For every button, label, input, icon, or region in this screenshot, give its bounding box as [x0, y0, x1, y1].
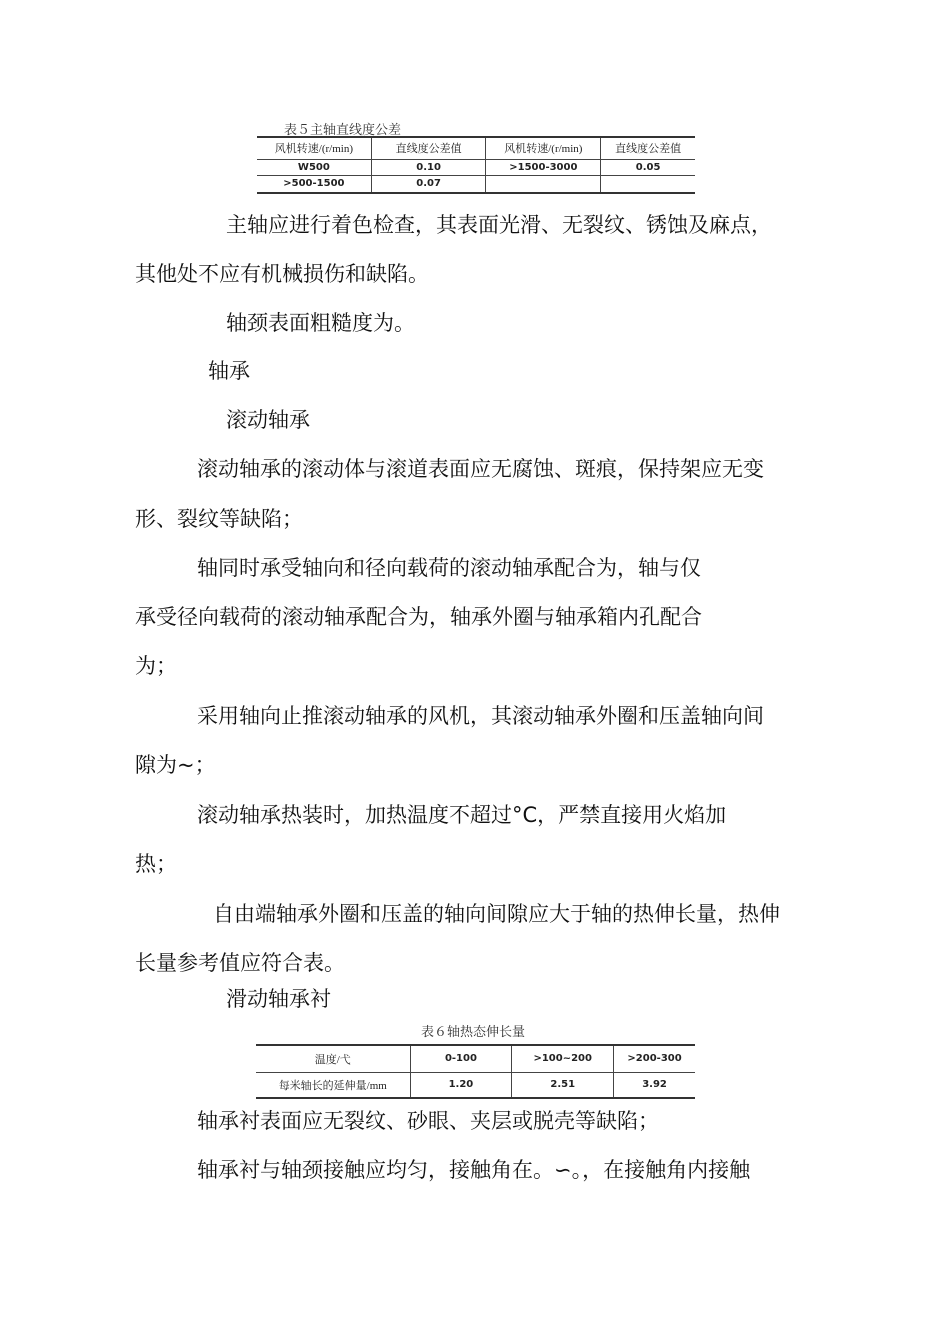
table5-header-tolerance-2: 直线度公差值	[601, 137, 695, 159]
table5	[257, 136, 695, 194]
paragraph-shaft-inspection-cont: 其他处不应有机械损伤和缺陷。	[135, 262, 429, 286]
paragraph-heating-cont: 热；	[135, 852, 177, 876]
table5-cell: 0.10	[371, 159, 486, 175]
table5-cell: 0.05	[601, 159, 695, 175]
heading-bearing: 轴承	[208, 359, 250, 383]
table6-caption: 表６轴热态伸长量	[421, 1025, 526, 1040]
table5-cell: 0.07	[371, 175, 486, 193]
paragraph-fit: 轴同时承受轴向和径向载荷的滚动轴承配合为，轴与仅	[197, 556, 701, 580]
table5-cell: W500	[257, 159, 371, 175]
paragraph-fit-end: 为；	[135, 654, 177, 678]
table6-header-temperature: 温度/弋	[256, 1045, 410, 1072]
paragraph-journal-roughness: 轴颈表面粗糙度为。	[226, 311, 415, 335]
heading-rolling-bearing: 滚动轴承	[226, 408, 310, 432]
paragraph-liner-surface: 轴承衬表面应无裂纹、砂眼、夹层或脱壳等缺陷；	[197, 1109, 659, 1133]
paragraph-free-end: 自由端轴承外圈和压盖的轴向间隙应大于轴的热伸长量，热伸	[213, 902, 780, 926]
table6-header-range-2: >100~200	[512, 1045, 614, 1072]
paragraph-axial-clearance: 采用轴向止推滚动轴承的风机，其滚动轴承外圈和压盖轴向间	[197, 704, 764, 728]
table5-header-speed-2: 风机转速/(r/min)	[486, 137, 601, 159]
table6-row-label: 每米轴长的延伸量/mm	[256, 1072, 410, 1098]
table-row	[257, 159, 695, 175]
table-row	[256, 1072, 695, 1098]
table6-cell: 3.92	[614, 1072, 695, 1098]
table6-cell: 1.20	[410, 1072, 512, 1098]
paragraph-heating: 滚动轴承热装时，加热温度不超过°C，严禁直接用火焰加	[197, 803, 727, 827]
paragraph-free-end-cont: 长量参考值应符合表。	[135, 951, 345, 975]
table6-header-range-1: 0-100	[410, 1045, 512, 1072]
table5-caption: 表５主轴直线度公差	[284, 123, 402, 138]
table5-header-speed-1: 风机转速/(r/min)	[257, 137, 371, 159]
table5-cell: >1500-3000	[486, 159, 601, 175]
table-row	[257, 175, 695, 193]
table6-header-range-3: >200-300	[614, 1045, 695, 1072]
paragraph-rolling-elements: 滚动轴承的滚动体与滚道表面应无腐蚀、斑痕，保持架应无变	[197, 457, 764, 481]
paragraph-fit-cont: 承受径向载荷的滚动轴承配合为，轴承外圈与轴承箱内孔配合	[135, 605, 702, 629]
table5-cell	[486, 175, 601, 193]
table6-cell: 2.51	[512, 1072, 614, 1098]
paragraph-liner-contact: 轴承衬与轴颈接触应均匀，接触角在。∽。，在接触角内接触	[197, 1158, 751, 1182]
paragraph-axial-clearance-cont: 隙为~；	[135, 753, 216, 777]
paragraph-shaft-inspection: 主轴应进行着色检查，其表面光滑、无裂纹、锈蚀及麻点，	[226, 213, 772, 237]
table6	[256, 1044, 695, 1099]
heading-sliding-bearing-liner: 滑动轴承衬	[226, 987, 331, 1011]
table5-header-tolerance-1: 直线度公差值	[371, 137, 486, 159]
table5-cell	[601, 175, 695, 193]
paragraph-rolling-elements-cont: 形、裂纹等缺陷；	[135, 507, 303, 531]
table5-cell: >500-1500	[257, 175, 371, 193]
